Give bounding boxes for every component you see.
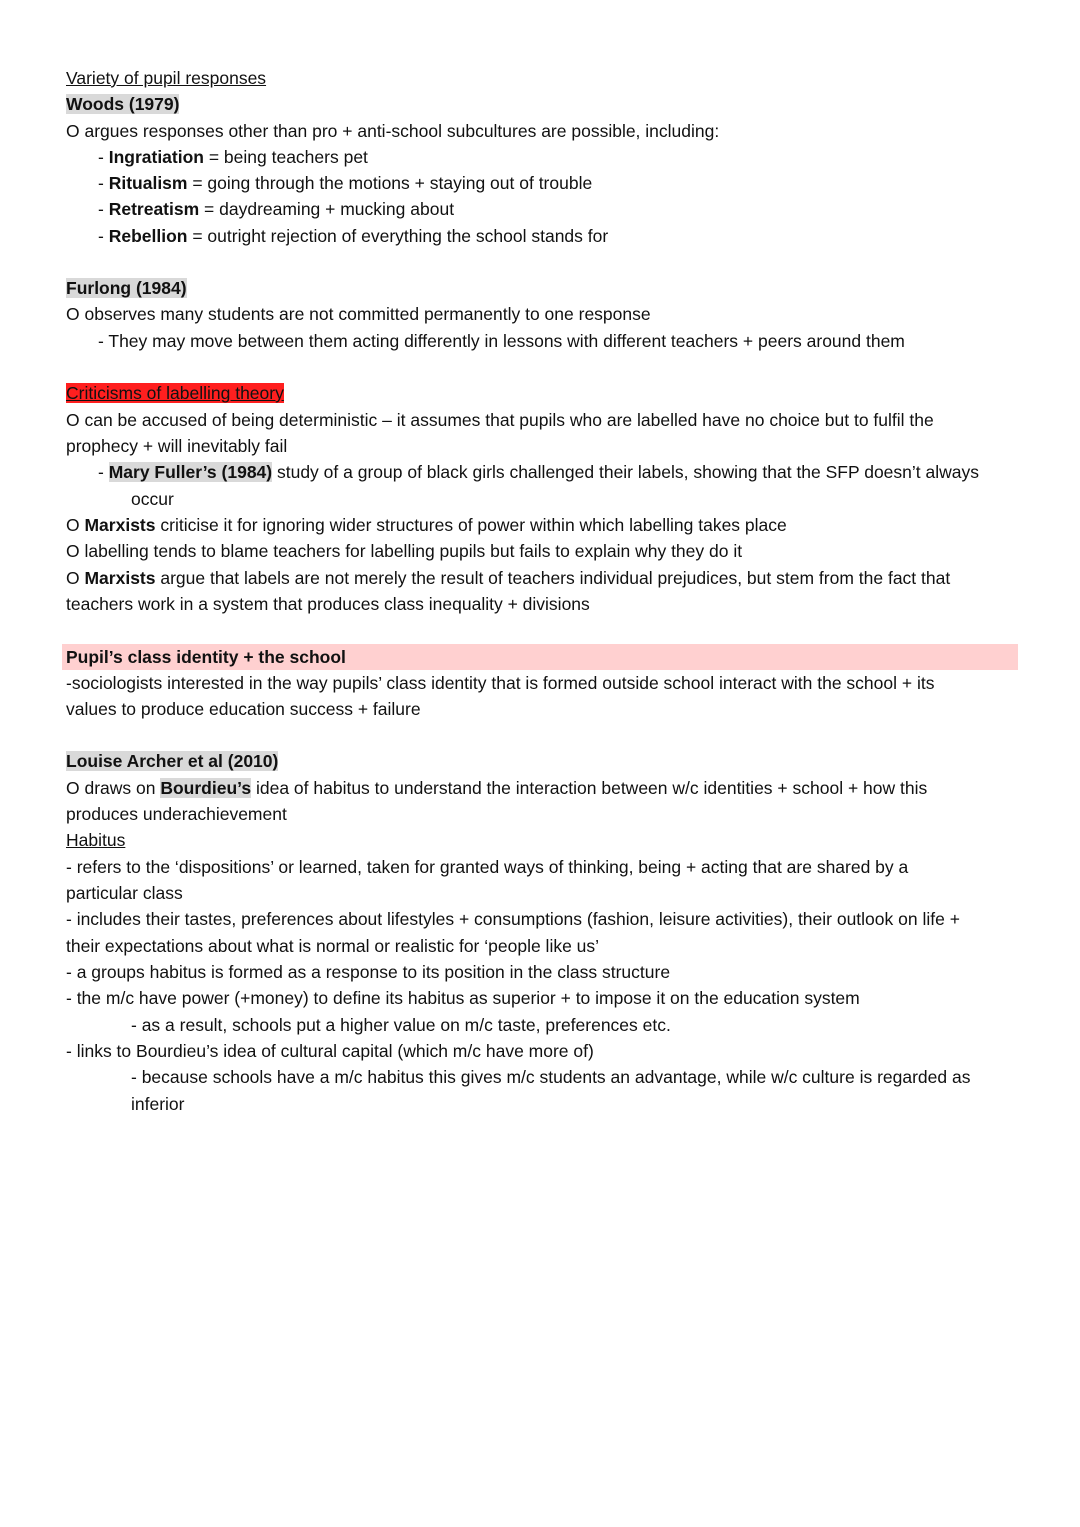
woods-intro: O argues responses other than pro + anti-school subcultures are possible, including:: [66, 121, 720, 141]
fuller-rest: study of a group of black girls challenged their labels, showing that the SFP doesn’t always: [272, 462, 979, 482]
marx2-term: Marxists: [84, 568, 156, 588]
criticisms-determinism-line-1: O can be accused of being deterministic – it assumes that pupils who are labelled have no choice but to fulfil the: [66, 410, 934, 430]
woods-title: Woods (1979): [66, 94, 180, 114]
item-def: = being teachers pet: [203, 147, 368, 167]
woods-item-retreatism: [98, 198, 454, 220]
section-heading-variety: Variety of pupil responses: [66, 68, 267, 88]
habitus-point-3: - a groups habitus is formed as a response to its position in the class structure: [66, 962, 671, 982]
criticisms-fuller-line: [98, 461, 979, 483]
woods-item-ritualism: [98, 172, 592, 194]
habitus-point-1-line-2: particular class: [66, 883, 183, 903]
item-dash: -: [98, 199, 109, 219]
item-dash: -: [98, 173, 109, 193]
item-def: = going through the motions + staying out of trouble: [187, 173, 593, 193]
archer-title: Louise Archer et al (2010): [66, 751, 279, 771]
woods-item-rebellion: [98, 225, 608, 247]
marx1-term: Marxists: [84, 515, 156, 535]
criticisms-determinism-line-2: prophecy + will inevitably fail: [66, 436, 288, 456]
bourdieu-term: Bourdieu’s: [160, 778, 252, 798]
marx2-pre: O: [66, 568, 85, 588]
fuller-name: Mary Fuller’s (1984): [108, 462, 273, 482]
item-term: Ingratiation: [108, 147, 204, 167]
fuller-dash: -: [98, 462, 109, 482]
marx1-rest: criticise it for ignoring wider structures of power within which labelling takes place: [155, 515, 787, 535]
item-dash: -: [98, 147, 109, 167]
criticisms-marxists-2: [66, 567, 950, 589]
habitus-label: Habitus: [66, 830, 126, 850]
item-term: Retreatism: [108, 199, 200, 219]
marx2-rest: argue that labels are not merely the result of teachers individual prejudices, but stem from the fact that: [155, 568, 951, 588]
section-heading-criticisms: Criticisms of labelling theory: [66, 383, 284, 403]
archer-draws-cont: produces underachievement: [66, 804, 287, 824]
furlong-title-line: [66, 277, 187, 299]
marx1-pre: O: [66, 515, 85, 535]
item-term: Rebellion: [108, 226, 188, 246]
criticisms-heading-line: [66, 382, 284, 404]
item-dash: -: [98, 226, 109, 246]
furlong-line-1: O observes many students are not committed permanently to one response: [66, 304, 651, 324]
habitus-point-4: - the m/c have power (+money) to define its habitus as superior + to impose it on the education system: [66, 988, 860, 1008]
draws-rest: idea of habitus to understand the interaction between w/c identities + school + how this: [251, 778, 928, 798]
class-identity-line-2: values to produce education success + failure: [66, 699, 421, 719]
habitus-point-4-sub: - as a result, schools put a higher value on m/c taste, preferences etc.: [131, 1015, 671, 1035]
criticisms-marxists-1: [66, 514, 787, 536]
habitus-point-5-sub-line-1: - because schools have a m/c habitus this gives m/c students an advantage, while w/c culture is regarded as: [131, 1067, 971, 1087]
criticisms-fuller-cont: occur: [131, 489, 174, 509]
woods-title-line: [66, 93, 179, 115]
habitus-point-1-line-1: - refers to the ‘dispositions’ or learned, taken for granted ways of thinking, being + acting that are shared by a: [66, 857, 909, 877]
item-def: = outright rejection of everything the school stands for: [187, 226, 609, 246]
section-heading-class-identity: Pupil’s class identity + the school: [66, 647, 346, 667]
item-def: = daydreaming + mucking about: [199, 199, 455, 219]
draws-pre: O draws on: [66, 778, 161, 798]
woods-item-ingratiation: [98, 146, 368, 168]
habitus-point-2-line-1: - includes their tastes, preferences about lifestyles + consumptions (fashion, leisure activities), their outlook on life +: [66, 909, 960, 929]
habitus-point-5-sub-line-2: inferior: [131, 1094, 185, 1114]
archer-title-line: [66, 750, 278, 772]
habitus-point-2-line-2: their expectations about what is normal or realistic for ‘people like us’: [66, 936, 600, 956]
archer-draws-line: [66, 777, 927, 799]
criticisms-blame: O labelling tends to blame teachers for labelling pupils but fails to explain why they do it: [66, 541, 743, 561]
criticisms-marxists-2-cont: teachers work in a system that produces class inequality + divisions: [66, 594, 590, 614]
item-term: Ritualism: [108, 173, 188, 193]
habitus-point-5: - links to Bourdieu’s idea of cultural capital (which m/c have more of): [66, 1041, 594, 1061]
furlong-line-2: - They may move between them acting differently in lessons with different teachers + peers around them: [98, 331, 905, 351]
class-identity-line-1: -sociologists interested in the way pupils’ class identity that is formed outside school interact with the school + its: [66, 673, 935, 693]
furlong-title: Furlong (1984): [66, 278, 187, 298]
